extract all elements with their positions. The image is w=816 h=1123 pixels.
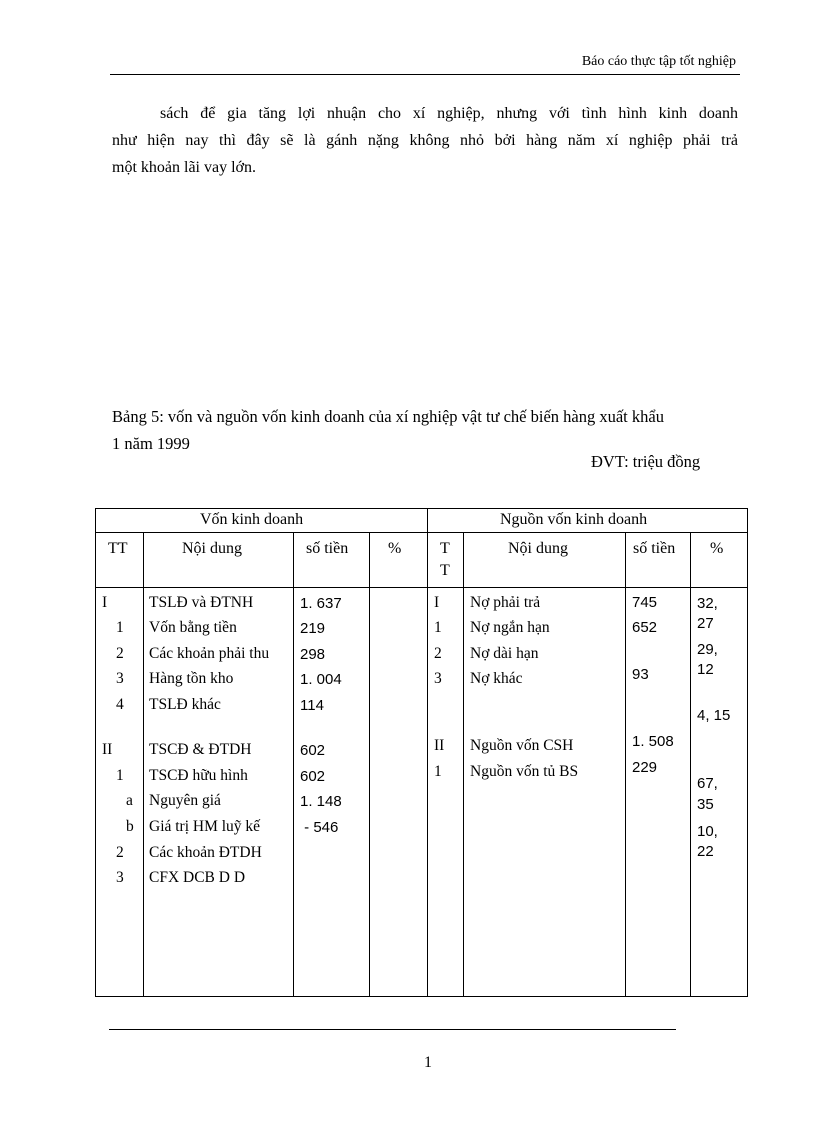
row-tt: I (434, 594, 440, 611)
row-amount: 298 (300, 646, 326, 663)
unit-label: ĐVT: triệu đồng (591, 452, 701, 471)
paragraph-line: như hiện nay thì đây sẽ là gánh nặng không nhỏ bởi hàng năm xí nghiệp phải trả (112, 132, 738, 149)
right-pct: 67, (697, 775, 718, 792)
row-content: Vốn bằng tiền (149, 619, 237, 636)
caption-line: Bảng 5: vốn và nguồn vốn kinh doanh của xí nghiệp vật tư chế biến hàng xuất khẩu (112, 407, 664, 426)
column-header-tt: T (440, 562, 450, 579)
right-pct: 29, (697, 641, 718, 658)
paragraph-line: sách để gia tăng lợi nhuận cho xí nghiệp, nhưng với tình hình kinh doanh (160, 105, 738, 122)
row-content: TSCĐ & ĐTDH (149, 741, 252, 758)
row-tt: 1 (116, 767, 124, 784)
row-tt: I (102, 594, 108, 611)
right-pct: 27 (697, 615, 714, 632)
row-amount: 602 (300, 768, 326, 785)
row-tt: 4 (116, 696, 124, 713)
column-header-pct: % (388, 540, 402, 557)
row-tt: 1 (116, 619, 124, 636)
row-content: TSCĐ hữu hình (149, 767, 248, 784)
column-header-content: Nội dung (182, 540, 242, 557)
row-content: Các khoản ĐTDH (149, 844, 262, 861)
header-rule (110, 74, 740, 75)
row-content: Nợ khác (470, 670, 523, 687)
right-amount: 229 (632, 759, 658, 776)
right-amount: 93 (632, 666, 649, 683)
table-divider (463, 532, 464, 996)
row-content: Các khoản phải thu (149, 645, 270, 662)
right-amount: 1. 508 (632, 733, 674, 750)
table-rule (96, 587, 747, 588)
table-divider (143, 532, 144, 996)
row-tt: 2 (116, 645, 124, 662)
table-divider (625, 532, 626, 996)
row-tt: II (434, 737, 445, 754)
right-amount: 652 (632, 619, 658, 636)
column-header-amount: số tiền (306, 540, 349, 557)
row-tt: 3 (116, 869, 124, 886)
row-content: Nợ ngắn hạn (470, 619, 550, 636)
row-amount: 1. 004 (300, 671, 342, 688)
column-header-content: Nội dung (508, 540, 568, 557)
capital-table (95, 508, 748, 997)
right-pct: 35 (697, 796, 714, 813)
row-content: Giá trị HM luỹ kế (149, 818, 261, 835)
column-header-tt: TT (108, 540, 128, 557)
column-header-tt: T (440, 540, 450, 557)
column-header-amount: số tiền (633, 540, 676, 557)
row-amount: 219 (300, 620, 326, 637)
table-divider (369, 532, 370, 996)
table-divider (293, 532, 294, 996)
body-paragraph (112, 100, 738, 181)
right-pct: 4, 15 (697, 707, 731, 724)
row-tt: 1 (434, 619, 442, 636)
row-amount: - 546 (300, 819, 339, 836)
right-amount: 745 (632, 594, 658, 611)
footer-rule (109, 1029, 676, 1030)
row-content: Nguyên giá (149, 792, 221, 809)
right-pct: 22 (697, 843, 714, 860)
row-tt: 2 (434, 645, 442, 662)
row-content: TSLĐ và ĐTNH (149, 594, 254, 611)
paragraph-line: một khoản lãi vay lớn. (112, 159, 256, 176)
row-content: TSLĐ khác (149, 696, 221, 713)
right-pct: 10, (697, 823, 718, 840)
group-header-left: Vốn kinh doanh (200, 511, 304, 528)
row-tt: a (126, 792, 133, 809)
row-content: Nguồn vốn CSH (470, 737, 574, 754)
table-rule (96, 532, 747, 533)
row-content: Hàng tồn kho (149, 670, 234, 687)
column-header-pct: % (710, 540, 724, 557)
caption-line: 1 năm 1999 (112, 434, 190, 453)
row-tt: 3 (116, 670, 124, 687)
row-tt: 1 (434, 763, 442, 780)
row-tt: 3 (434, 670, 442, 687)
row-amount: 1. 148 (300, 793, 342, 810)
row-amount: 114 (300, 697, 324, 714)
row-amount: 1. 637 (300, 595, 342, 612)
row-content: CFX DCB D D (149, 869, 246, 886)
row-tt: b (126, 818, 134, 835)
table-divider (690, 532, 691, 996)
row-content: Nợ phải trả (470, 594, 541, 611)
right-pct: 12 (697, 661, 714, 678)
right-pct: 32, (697, 595, 718, 612)
page-header-title: Báo cáo thực tập tốt nghiệp (581, 54, 736, 69)
table-divider (427, 509, 428, 996)
table-caption (112, 403, 742, 457)
page-number: 1 (424, 1054, 432, 1071)
row-content: Nguồn vốn tủ BS (470, 763, 579, 780)
group-header-right: Nguồn vốn kinh doanh (500, 511, 648, 528)
row-tt: 2 (116, 844, 124, 861)
row-tt: II (102, 741, 113, 758)
row-amount: 602 (300, 742, 326, 759)
row-content: Nợ dài hạn (470, 645, 539, 662)
